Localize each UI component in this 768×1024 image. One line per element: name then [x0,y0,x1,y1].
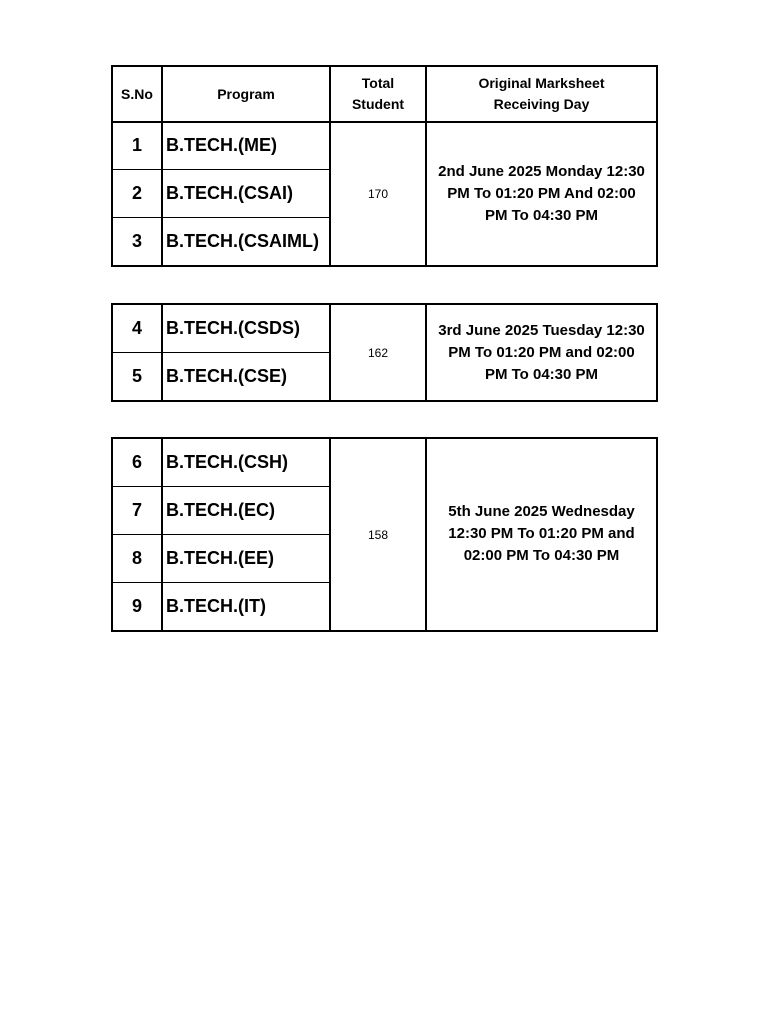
header-total-student [330,66,426,122]
sno-cell: 7 [112,487,162,535]
program-cell: B.TECH.(CSDS) [162,304,330,353]
program-cell: B.TECH.(ME) [162,122,330,170]
program-cell: B.TECH.(CSAI) [162,170,330,218]
total-student-cell: 162 [330,304,426,401]
sno-cell: 4 [112,304,162,353]
header-receiving-day [426,66,657,122]
program-cell: B.TECH.(EC) [162,487,330,535]
header-program [162,66,330,122]
sno-cell: 3 [112,218,162,267]
receiving-day-line1: 5th June 2025 Wednesday [448,503,635,520]
header-total-line2: Student [351,96,405,112]
schedule-group-2 [111,303,658,402]
header-day-line2: Receiving Day [493,96,590,112]
program-cell: B.TECH.(CSAIML) [162,218,330,267]
program-cell: B.TECH.(EE) [162,535,330,583]
receiving-day-line2: 12:30 PM To 01:20 PM and [448,525,635,542]
table-row [112,438,657,487]
table-row [112,304,657,353]
sno-cell: 8 [112,535,162,583]
receiving-day-cell [426,304,657,401]
program-cell: B.TECH.(CSH) [162,438,330,487]
header-sno [112,66,162,122]
receiving-day-line1: 3rd June 2025 Tuesday 12:30 [438,322,645,339]
sno-cell: 9 [112,583,162,632]
receiving-day-cell [426,438,657,631]
header-total-line1: Total [361,75,395,91]
sno-cell: 1 [112,122,162,170]
header-day-line1: Original Marksheet [478,75,605,91]
sno-cell: 5 [112,353,162,402]
receiving-day-line1: 2nd June 2025 Monday 12:30 [438,163,645,180]
sno-cell: 2 [112,170,162,218]
total-student-cell: 170 [330,122,426,267]
receiving-day-line3: PM To 04:30 PM [484,207,599,224]
schedule-group-1 [111,121,658,267]
sno-cell: 6 [112,438,162,487]
header-program-label: Program [217,85,275,102]
receiving-day-line3: PM To 04:30 PM [484,366,599,383]
header-row [112,66,657,122]
total-student-cell: 158 [330,438,426,631]
receiving-day-line2: PM To 01:20 PM and 02:00 [448,344,635,361]
receiving-day-line2: PM To 01:20 PM And 02:00 [447,185,636,202]
schedule-group-3 [111,437,658,632]
program-cell: B.TECH.(CSE) [162,353,330,402]
schedule-header-table [111,65,658,123]
receiving-day-line3: 02:00 PM To 04:30 PM [463,547,620,564]
receiving-day-cell [426,122,657,267]
table-row [112,122,657,170]
program-cell: B.TECH.(IT) [162,583,330,632]
header-sno-label: S.No [121,85,153,102]
